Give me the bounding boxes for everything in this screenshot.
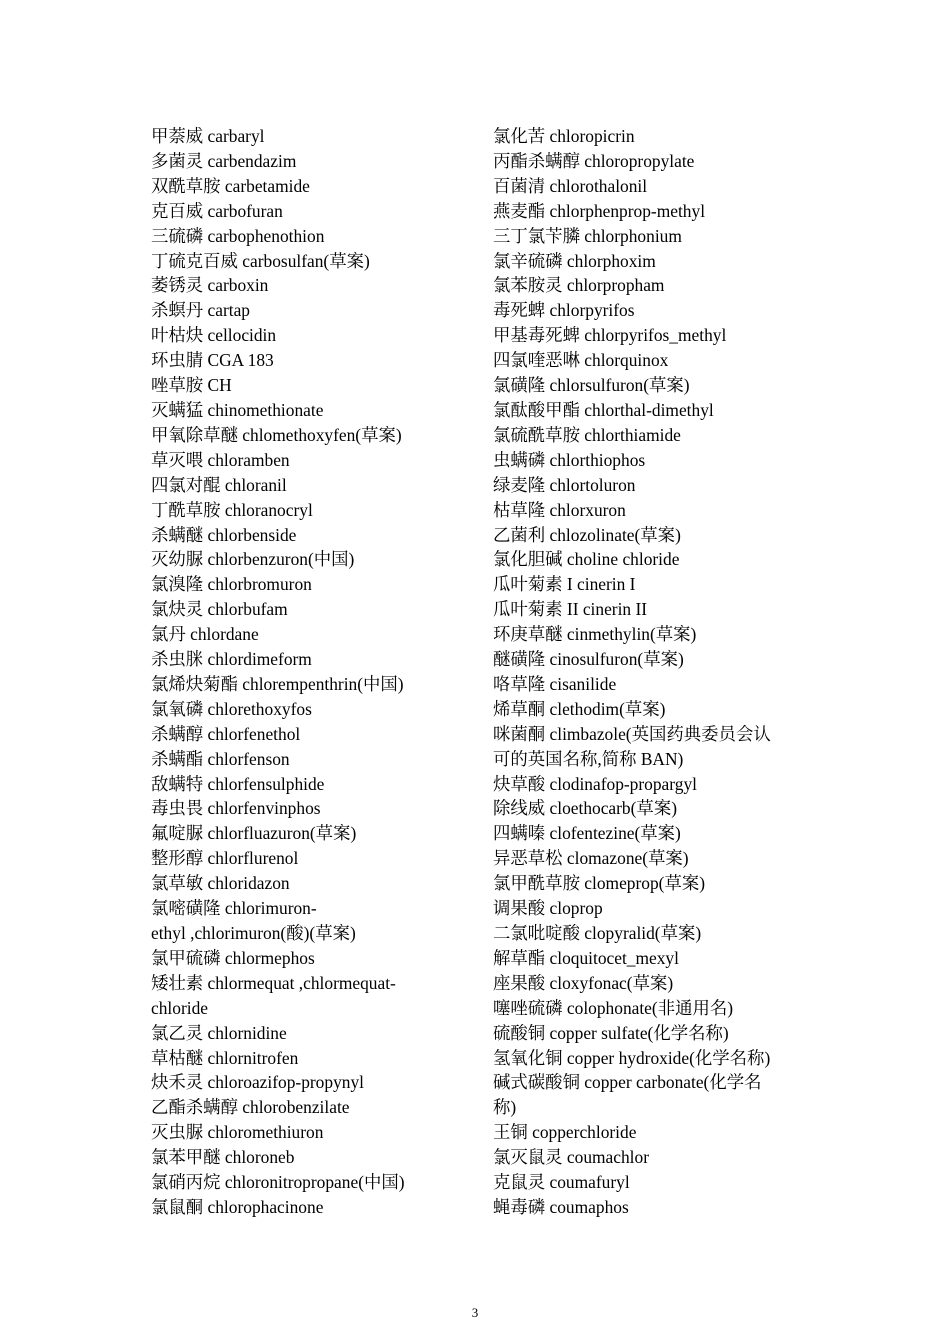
term-entry: 多菌灵 carbendazim bbox=[151, 150, 297, 171]
term-entry: 四螨嗪 clofentezine(草案) bbox=[493, 823, 681, 844]
term-entry: 氯丹 chlordane bbox=[151, 624, 259, 645]
term-entry: 唑草胺 CH bbox=[151, 375, 232, 396]
term-entry: 氯磺隆 chlorsulfuron(草案) bbox=[493, 375, 690, 396]
page-number: 3 bbox=[471, 1305, 479, 1320]
term-entry: 氯乙灵 chlornidine bbox=[151, 1022, 287, 1043]
term-entry: 灭虫脲 chloromethiuron bbox=[151, 1122, 324, 1143]
term-entry: 氯甲酰草胺 clomeprop(草案) bbox=[493, 873, 706, 894]
term-entry: 调果酸 cloprop bbox=[493, 898, 603, 919]
term-entry: 氯酞酸甲酯 chlorthal-dimethyl bbox=[493, 399, 714, 420]
term-entry: 氯溴隆 chlorbromuron bbox=[151, 574, 312, 595]
term-entry: 噻唑硫磷 colophonate(非通用名) bbox=[493, 997, 734, 1018]
term-entry: 叶枯炔 cellocidin bbox=[151, 325, 277, 346]
term-entry: 醚磺隆 cinosulfuron(草案) bbox=[493, 649, 684, 670]
term-entry: 草枯醚 chlornitrofen bbox=[151, 1047, 299, 1068]
term-entry: 草灭喂 chloramben bbox=[151, 449, 290, 470]
term-entry: 瓜叶菊素 I cinerin I bbox=[493, 574, 636, 595]
term-entry: 燕麦酯 chlorphenprop-methyl bbox=[493, 200, 706, 221]
term-entry: 氢氧化铜 copper hydroxide(化学名称) bbox=[493, 1047, 771, 1068]
term-entry: 杀螟丹 cartap bbox=[151, 300, 250, 321]
term-entry: 乙酯杀螨醇 chlorobenzilate bbox=[151, 1097, 350, 1118]
term-entry: 解草酯 cloquitocet_mexyl bbox=[493, 947, 679, 968]
term-entry: 甲基毒死蜱 chlorpyrifos_methyl bbox=[493, 325, 727, 346]
term-entry: 氟啶脲 chlorfluazuron(草案) bbox=[151, 823, 357, 844]
term-entry: 氯化苦 chloropicrin bbox=[493, 126, 635, 146]
term-entry: 异恶草松 clomazone(草案) bbox=[493, 848, 689, 869]
term-entry: 称) bbox=[493, 1097, 517, 1118]
term-entry: 咯草隆 cisanilide bbox=[493, 673, 617, 694]
term-entry: 二氯吡啶酸 clopyralid(草案) bbox=[493, 923, 702, 943]
term-entry: 炔禾灵 chloroazifop-propynyl bbox=[151, 1072, 364, 1093]
term-entry: 氯硫酰草胺 chlorthiamide bbox=[493, 424, 681, 445]
term-entry: 王铜 copperchloride bbox=[493, 1122, 637, 1143]
term-entry: 除线威 cloethocarb(草案) bbox=[493, 798, 677, 819]
term-entry: 毒虫畏 chlorfenvinphos bbox=[151, 798, 321, 819]
term-entry: chloride bbox=[151, 997, 208, 1018]
term-entry: 氯苯甲醚 chloroneb bbox=[151, 1147, 295, 1168]
term-entry: 枯草隆 chlorxuron bbox=[493, 499, 626, 520]
term-entry: 四氯对醌 chloranil bbox=[151, 474, 287, 495]
term-entry: 萎锈灵 carboxin bbox=[151, 275, 269, 296]
term-entry: 百菌清 chlorothalonil bbox=[493, 175, 648, 196]
term-entry: 氯鼠酮 chlorophacinone bbox=[151, 1196, 324, 1217]
term-entry: 甲氧除草醚 chlomethoxyfen(草案) bbox=[151, 424, 402, 445]
term-entry: 氯化胆碱 choline chloride bbox=[493, 549, 680, 570]
term-entry: 座果酸 cloxyfonac(草案) bbox=[493, 972, 674, 993]
term-entry: 烯草酮 clethodim(草案) bbox=[493, 698, 666, 719]
term-entry: 环庚草醚 cinmethylin(草案) bbox=[493, 624, 697, 645]
term-entry: 氯氧磷 chlorethoxyfos bbox=[151, 698, 312, 719]
term-entry: 杀螨酯 chlorfenson bbox=[151, 748, 290, 769]
term-entry: 乙菌利 chlozolinate(草案) bbox=[493, 524, 681, 545]
term-entry: 氯甲硫磷 chlormephos bbox=[151, 947, 315, 968]
left-term-column bbox=[151, 124, 451, 1220]
term-entry: 灭幼脲 chlorbenzuron(中国) bbox=[151, 549, 355, 570]
term-entry: 可的英国名称,简称 BAN) bbox=[493, 748, 684, 769]
term-entry: 四氯喹恶啉 chlorquinox bbox=[493, 350, 669, 371]
term-entry: 灭螨猛 chinomethionate bbox=[151, 399, 324, 420]
term-entry: 克鼠灵 coumafuryl bbox=[493, 1172, 630, 1193]
term-entry: 丁硫克百威 carbosulfan(草案) bbox=[151, 250, 370, 271]
term-entry: 硫酸铜 copper sulfate(化学名称) bbox=[493, 1022, 729, 1043]
term-entry: 敌螨特 chlorfensulphide bbox=[151, 773, 325, 794]
term-entry: 整形醇 chlorflurenol bbox=[151, 848, 299, 869]
term-entry: 杀螨醇 chlorfenethol bbox=[151, 723, 301, 744]
term-entry: 氯灭鼠灵 coumachlor bbox=[493, 1147, 649, 1168]
term-entry: 三丁氯苄膦 chlorphonium bbox=[493, 225, 682, 246]
term-entry: 咪菌酮 climbazole(英国药典委员会认 bbox=[493, 723, 771, 744]
term-entry: 虫螨磷 chlorthiophos bbox=[493, 449, 646, 470]
term-entry: 环虫腈 CGA 183 bbox=[151, 350, 274, 371]
term-entry: 蝇毒磷 coumaphos bbox=[493, 1196, 629, 1217]
term-entry: 杀虫脒 chlordimeform bbox=[151, 649, 312, 670]
term-entry: 碱式碳酸铜 copper carbonate(化学名 bbox=[493, 1072, 762, 1093]
term-entry: ethyl ,chlorimuron(酸)(草案) bbox=[151, 923, 356, 943]
right-term-column bbox=[493, 124, 808, 1220]
term-entry: 氯草敏 chloridazon bbox=[151, 873, 290, 894]
term-entry: 矮壮素 chlormequat ,chlormequat- bbox=[151, 972, 396, 993]
term-entry: 瓜叶菊素 II cinerin II bbox=[493, 599, 648, 620]
term-entry: 甲萘威 carbaryl bbox=[151, 126, 265, 146]
term-entry: 氯炔灵 chlorbufam bbox=[151, 599, 288, 620]
term-entry: 三硫磷 carbophenothion bbox=[151, 225, 325, 246]
term-entry: 氯嘧磺隆 chlorimuron- bbox=[151, 898, 317, 919]
term-entry: 氯烯炔菊酯 chlorempenthrin(中国) bbox=[151, 673, 404, 694]
term-entry: 双酰草胺 carbetamide bbox=[151, 175, 310, 196]
term-entry: 绿麦隆 chlortoluron bbox=[493, 474, 636, 495]
term-entry: 氯辛硫磷 chlorphoxim bbox=[493, 250, 656, 271]
term-entry: 杀螨醚 chlorbenside bbox=[151, 524, 297, 545]
term-entry: 氯苯胺灵 chlorpropham bbox=[493, 275, 665, 296]
term-entry: 丁酰草胺 chloranocryl bbox=[151, 499, 313, 520]
term-entry: 丙酯杀螨醇 chloropropylate bbox=[493, 150, 695, 171]
term-entry: 氯硝丙烷 chloronitropropane(中国) bbox=[151, 1172, 405, 1193]
term-entry: 克百威 carbofuran bbox=[151, 200, 283, 221]
term-entry: 毒死蜱 chlorpyrifos bbox=[493, 300, 635, 321]
term-entry: 炔草酸 clodinafop-propargyl bbox=[493, 773, 697, 794]
